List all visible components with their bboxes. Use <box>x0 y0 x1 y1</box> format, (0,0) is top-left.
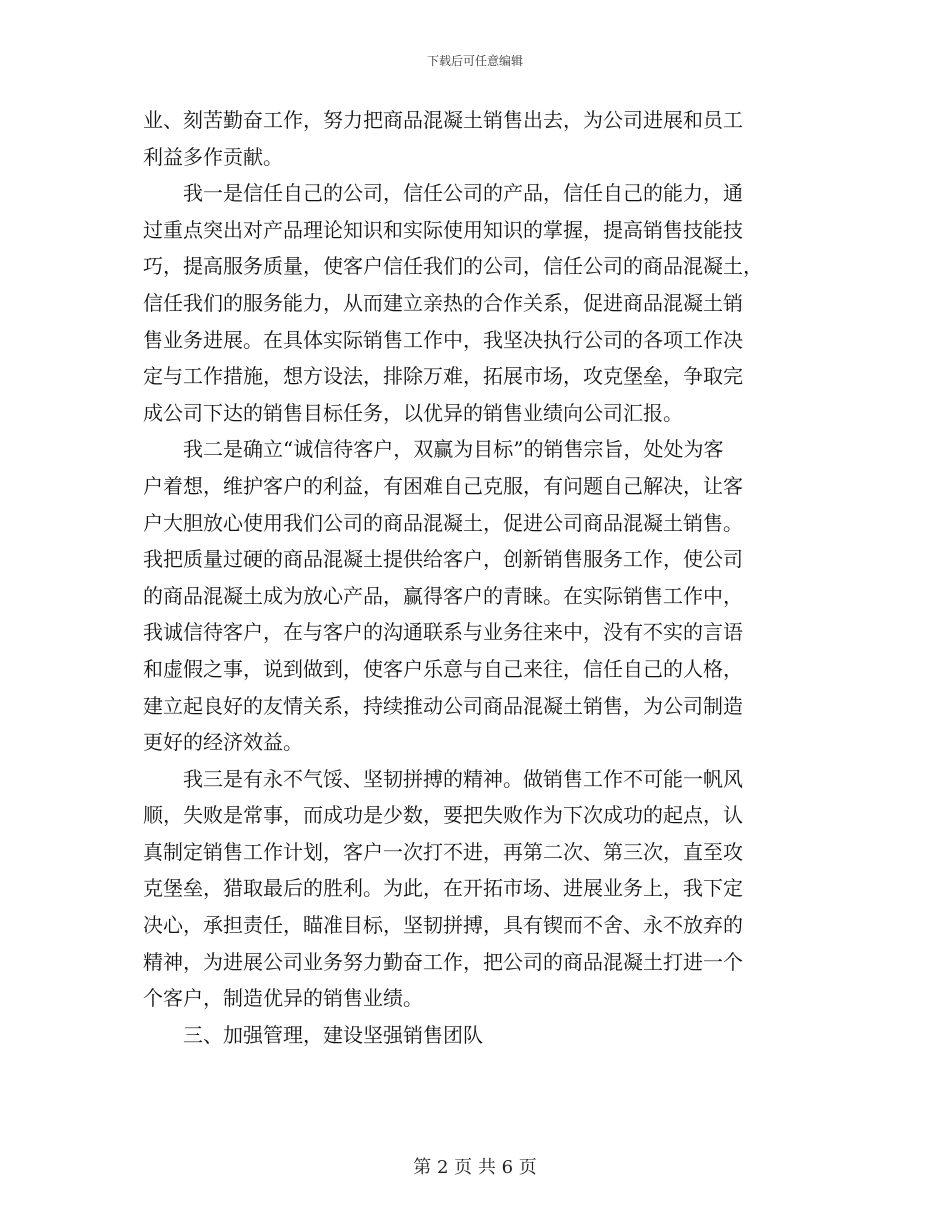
text-line: 建立起良好的友情关系，持续推动公司商品混凝土销售，为公司制造 <box>143 693 743 718</box>
text-line: 精神，为进展公司业务努力勤奋工作，把公司的商品混凝土打进一个 <box>143 949 743 974</box>
text-line: 我二是确立“诚信待客户，双赢为目标”的销售宗旨，处处为客 <box>143 437 724 462</box>
text-line: 定与工作措施，想方设法，排除万难，拓展市场，攻克堡垒，争取完 <box>143 364 743 389</box>
text-line: 个客户，制造优异的销售业绩。 <box>143 986 423 1011</box>
paragraph-2 <box>143 175 803 431</box>
text-line: 售业务进展。在具体实际销售工作中，我坚决执行公司的各项工作决 <box>143 327 743 352</box>
text-line: 我诚信待客户，在与客户的沟通联系与业务往来中，没有不实的言语 <box>143 620 743 645</box>
text-line: 业、刻苦勤奋工作，努力把商品混凝土销售出去，为公司进展和员工 <box>143 108 743 132</box>
text-line: 户大胆放心使用我们公司的商品混凝土，促进公司商品混凝土销售。 <box>143 510 743 535</box>
text-line: 真制定销售工作计划，客户一次打不进，再第二次、第三次，直至攻 <box>143 839 743 864</box>
paragraph-1 <box>143 102 803 175</box>
text-line: 我一是信任自己的公司，信任公司的产品，信任自己的能力，通 <box>143 181 743 206</box>
text-line: 克堡垒，猎取最后的胜利。为此，在开拓市场、进展业务上，我下定 <box>143 876 743 901</box>
text-line: 我三是有永不气馁、坚韧拼搏的精神。做销售工作不可能一帆风 <box>143 766 743 791</box>
text-line: 我把质量过硬的商品混凝土提供给客户，创新销售服务工作，使公司 <box>143 547 743 572</box>
text-line: 顺，失败是常事，而成功是少数，要把失败作为下次成功的起点，认 <box>143 803 743 828</box>
paragraph-4 <box>143 761 803 1017</box>
text-line: 的商品混凝土成为放心产品，赢得客户的青睐。在实际销售工作中， <box>143 583 743 608</box>
paragraph-3 <box>143 431 803 760</box>
page-number: 第 2 页 共 6 页 <box>413 1157 537 1178</box>
text-line: 决心，承担责任，瞄准目标，坚韧拼搏，具有锲而不舍、永不放弃的 <box>143 913 743 938</box>
text-line: 巧，提高服务质量，使客户信任我们的公司，信任公司的商品混凝土， <box>143 254 763 279</box>
text-line: 和虚假之事，说到做到，使客户乐意与自己来往，信任自己的人格， <box>143 656 743 681</box>
page-header-note: 下载后可任意编辑 <box>426 54 523 68</box>
text-line: 三、加强管理，建设坚强销售团队 <box>143 1022 483 1047</box>
text-line: 信任我们的服务能力，从而建立亲热的合作关系，促进商品混凝土销 <box>143 290 743 315</box>
text-line: 户着想，维护客户的利益，有困难自己克服，有问题自己解决，让客 <box>143 473 743 498</box>
text-line: 过重点突出对产品理论知识和实际使用知识的掌握，提高销售技能技 <box>143 217 743 242</box>
text-line: 利益多作贡献。 <box>143 144 283 169</box>
text-line: 成公司下达的销售目标任务，以优异的销售业绩向公司汇报。 <box>143 400 683 425</box>
document-body <box>143 102 803 1053</box>
section-heading <box>143 1017 803 1054</box>
text-line: 更好的经济效益。 <box>143 730 303 755</box>
